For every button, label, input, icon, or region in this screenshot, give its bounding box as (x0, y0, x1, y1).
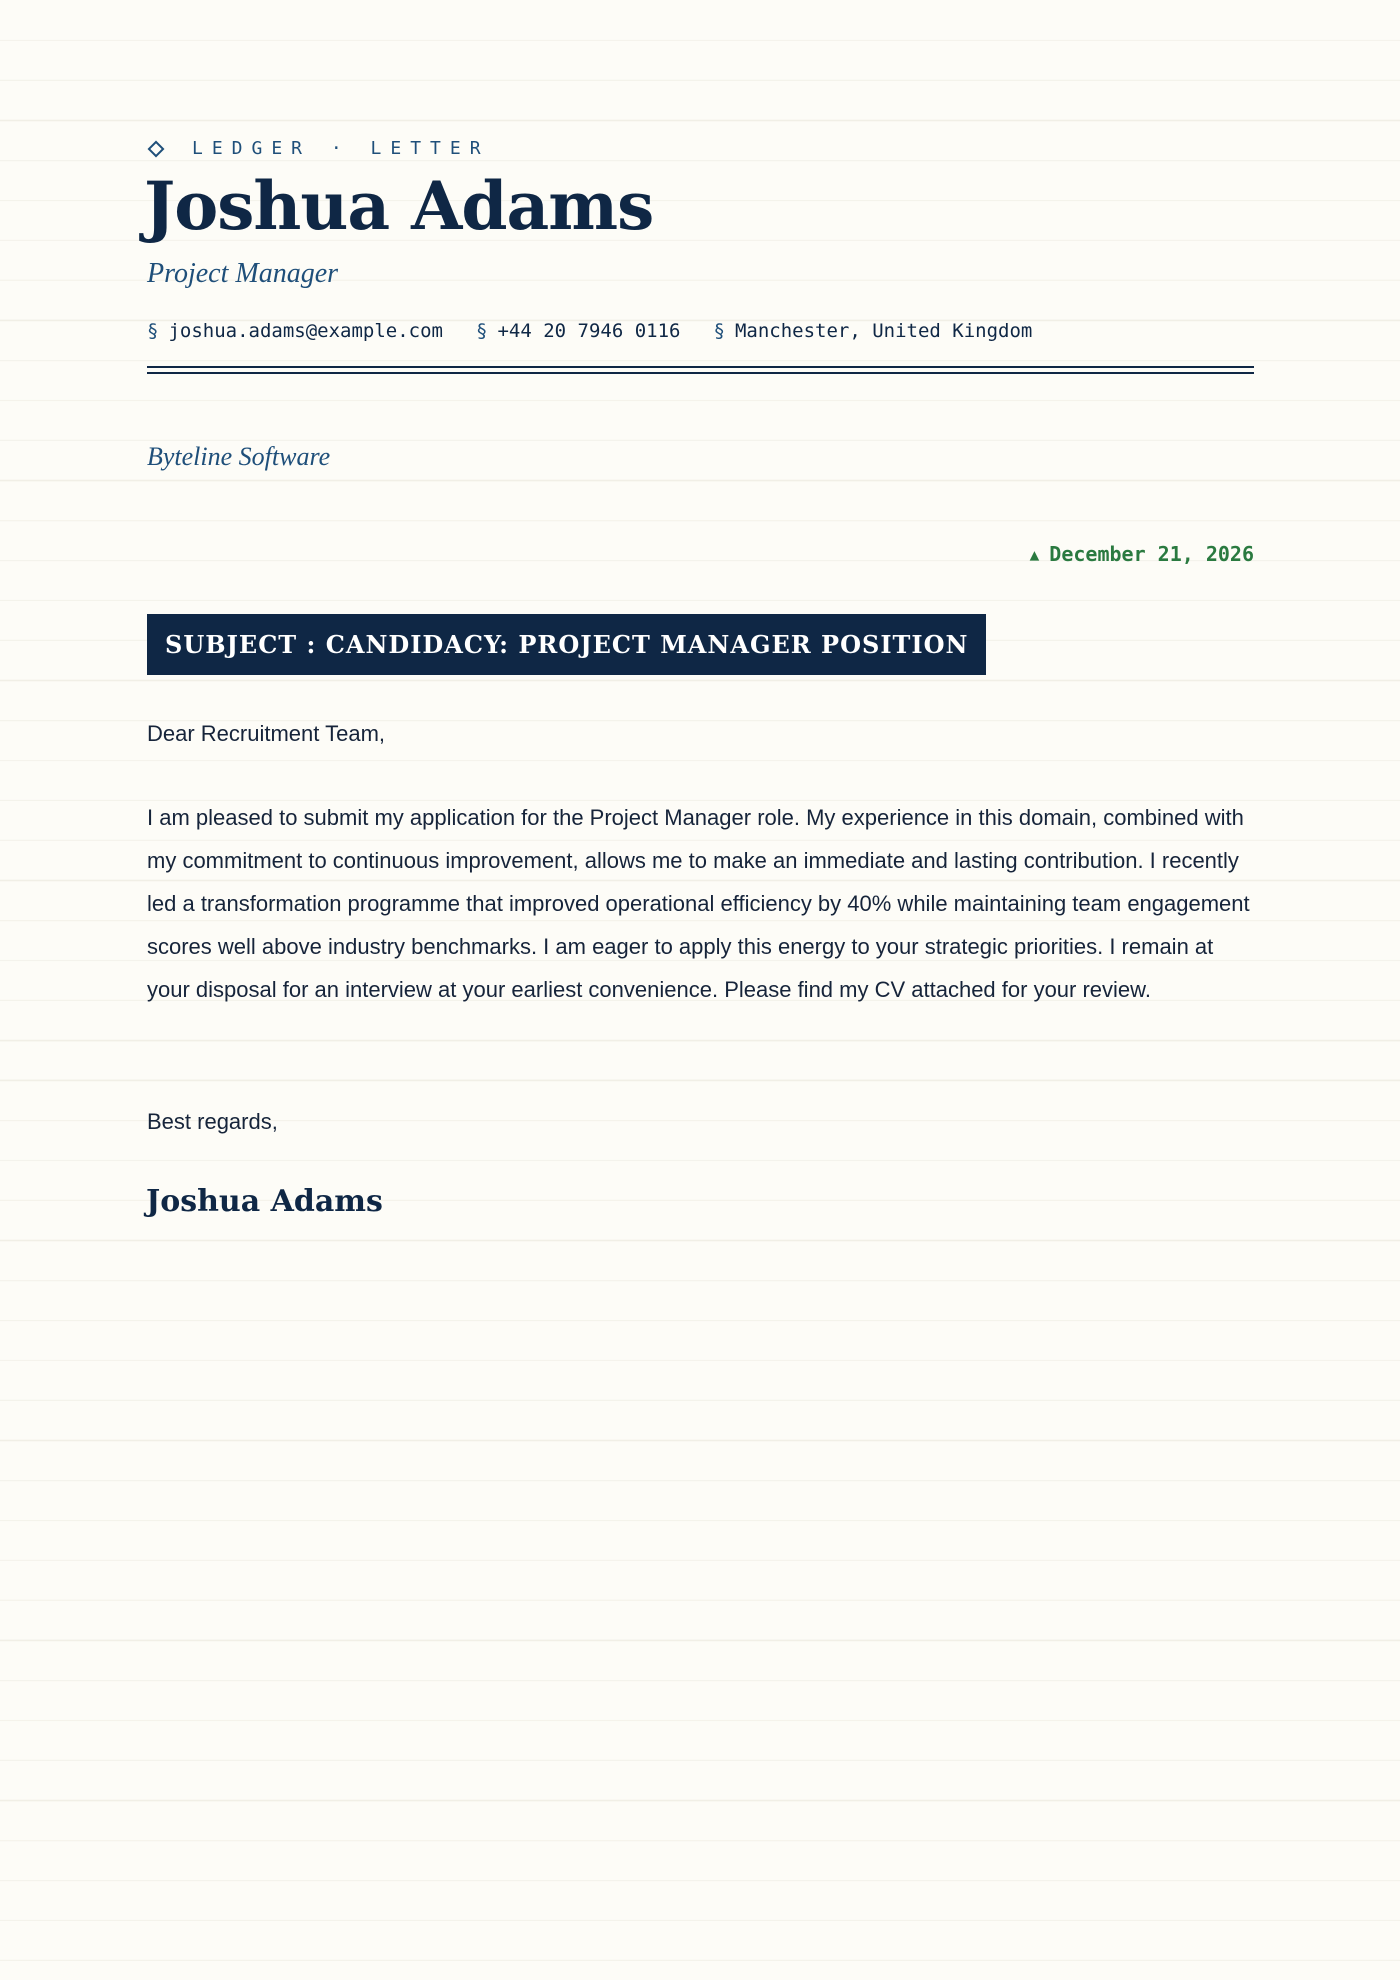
letter-date (1030, 542, 1254, 566)
contact-line (147, 320, 1065, 342)
contact-location (713, 320, 1032, 342)
subject-banner: SUBJECT : CANDIDACY: PROJECT MANAGER POSITION (147, 614, 986, 675)
recipient-company: Byteline Software (147, 442, 331, 471)
sender-role: Project Manager (147, 258, 339, 289)
contact-email (147, 320, 443, 342)
diamond-icon (148, 140, 165, 157)
salutation: Dear Recruitment Team, (147, 721, 386, 746)
location-value: Manchester, United Kingdom (734, 320, 1033, 342)
contact-phone (476, 320, 680, 342)
section-icon: § (476, 320, 488, 342)
kicker-label: LEDGER · LETTER (192, 138, 490, 159)
closing-line: Best regards, (147, 1109, 278, 1134)
header-double-rule (147, 366, 1254, 374)
section-icon: § (713, 320, 725, 342)
phone-value: +44 20 7946 0116 (497, 320, 681, 342)
triangle-icon: ▲ (1029, 544, 1040, 564)
email-value: joshua.adams@example.com (168, 320, 443, 342)
sender-name: Joshua Adams (144, 167, 654, 245)
section-icon: § (147, 320, 159, 342)
letter-body-paragraph: I am pleased to submit my application for the Project Manager role. My experience in this domain, combined with my commitment to continuous improvement, allows me to make an immediate and lasting contribution. I recently led a transformation programme that improved operational efficiency by 40% while maintaining team engagement scores well above industry benchmarks. I am eager to apply this energy to your strategic priorities. I remain at your disposal for an interview at your earliest convenience. Please find my CV attached for your review. (147, 805, 1250, 1002)
signature-name: Joshua Adams (146, 1184, 383, 1219)
document-kicker (147, 138, 490, 159)
date-value: December 21, 2026 (1049, 542, 1254, 566)
